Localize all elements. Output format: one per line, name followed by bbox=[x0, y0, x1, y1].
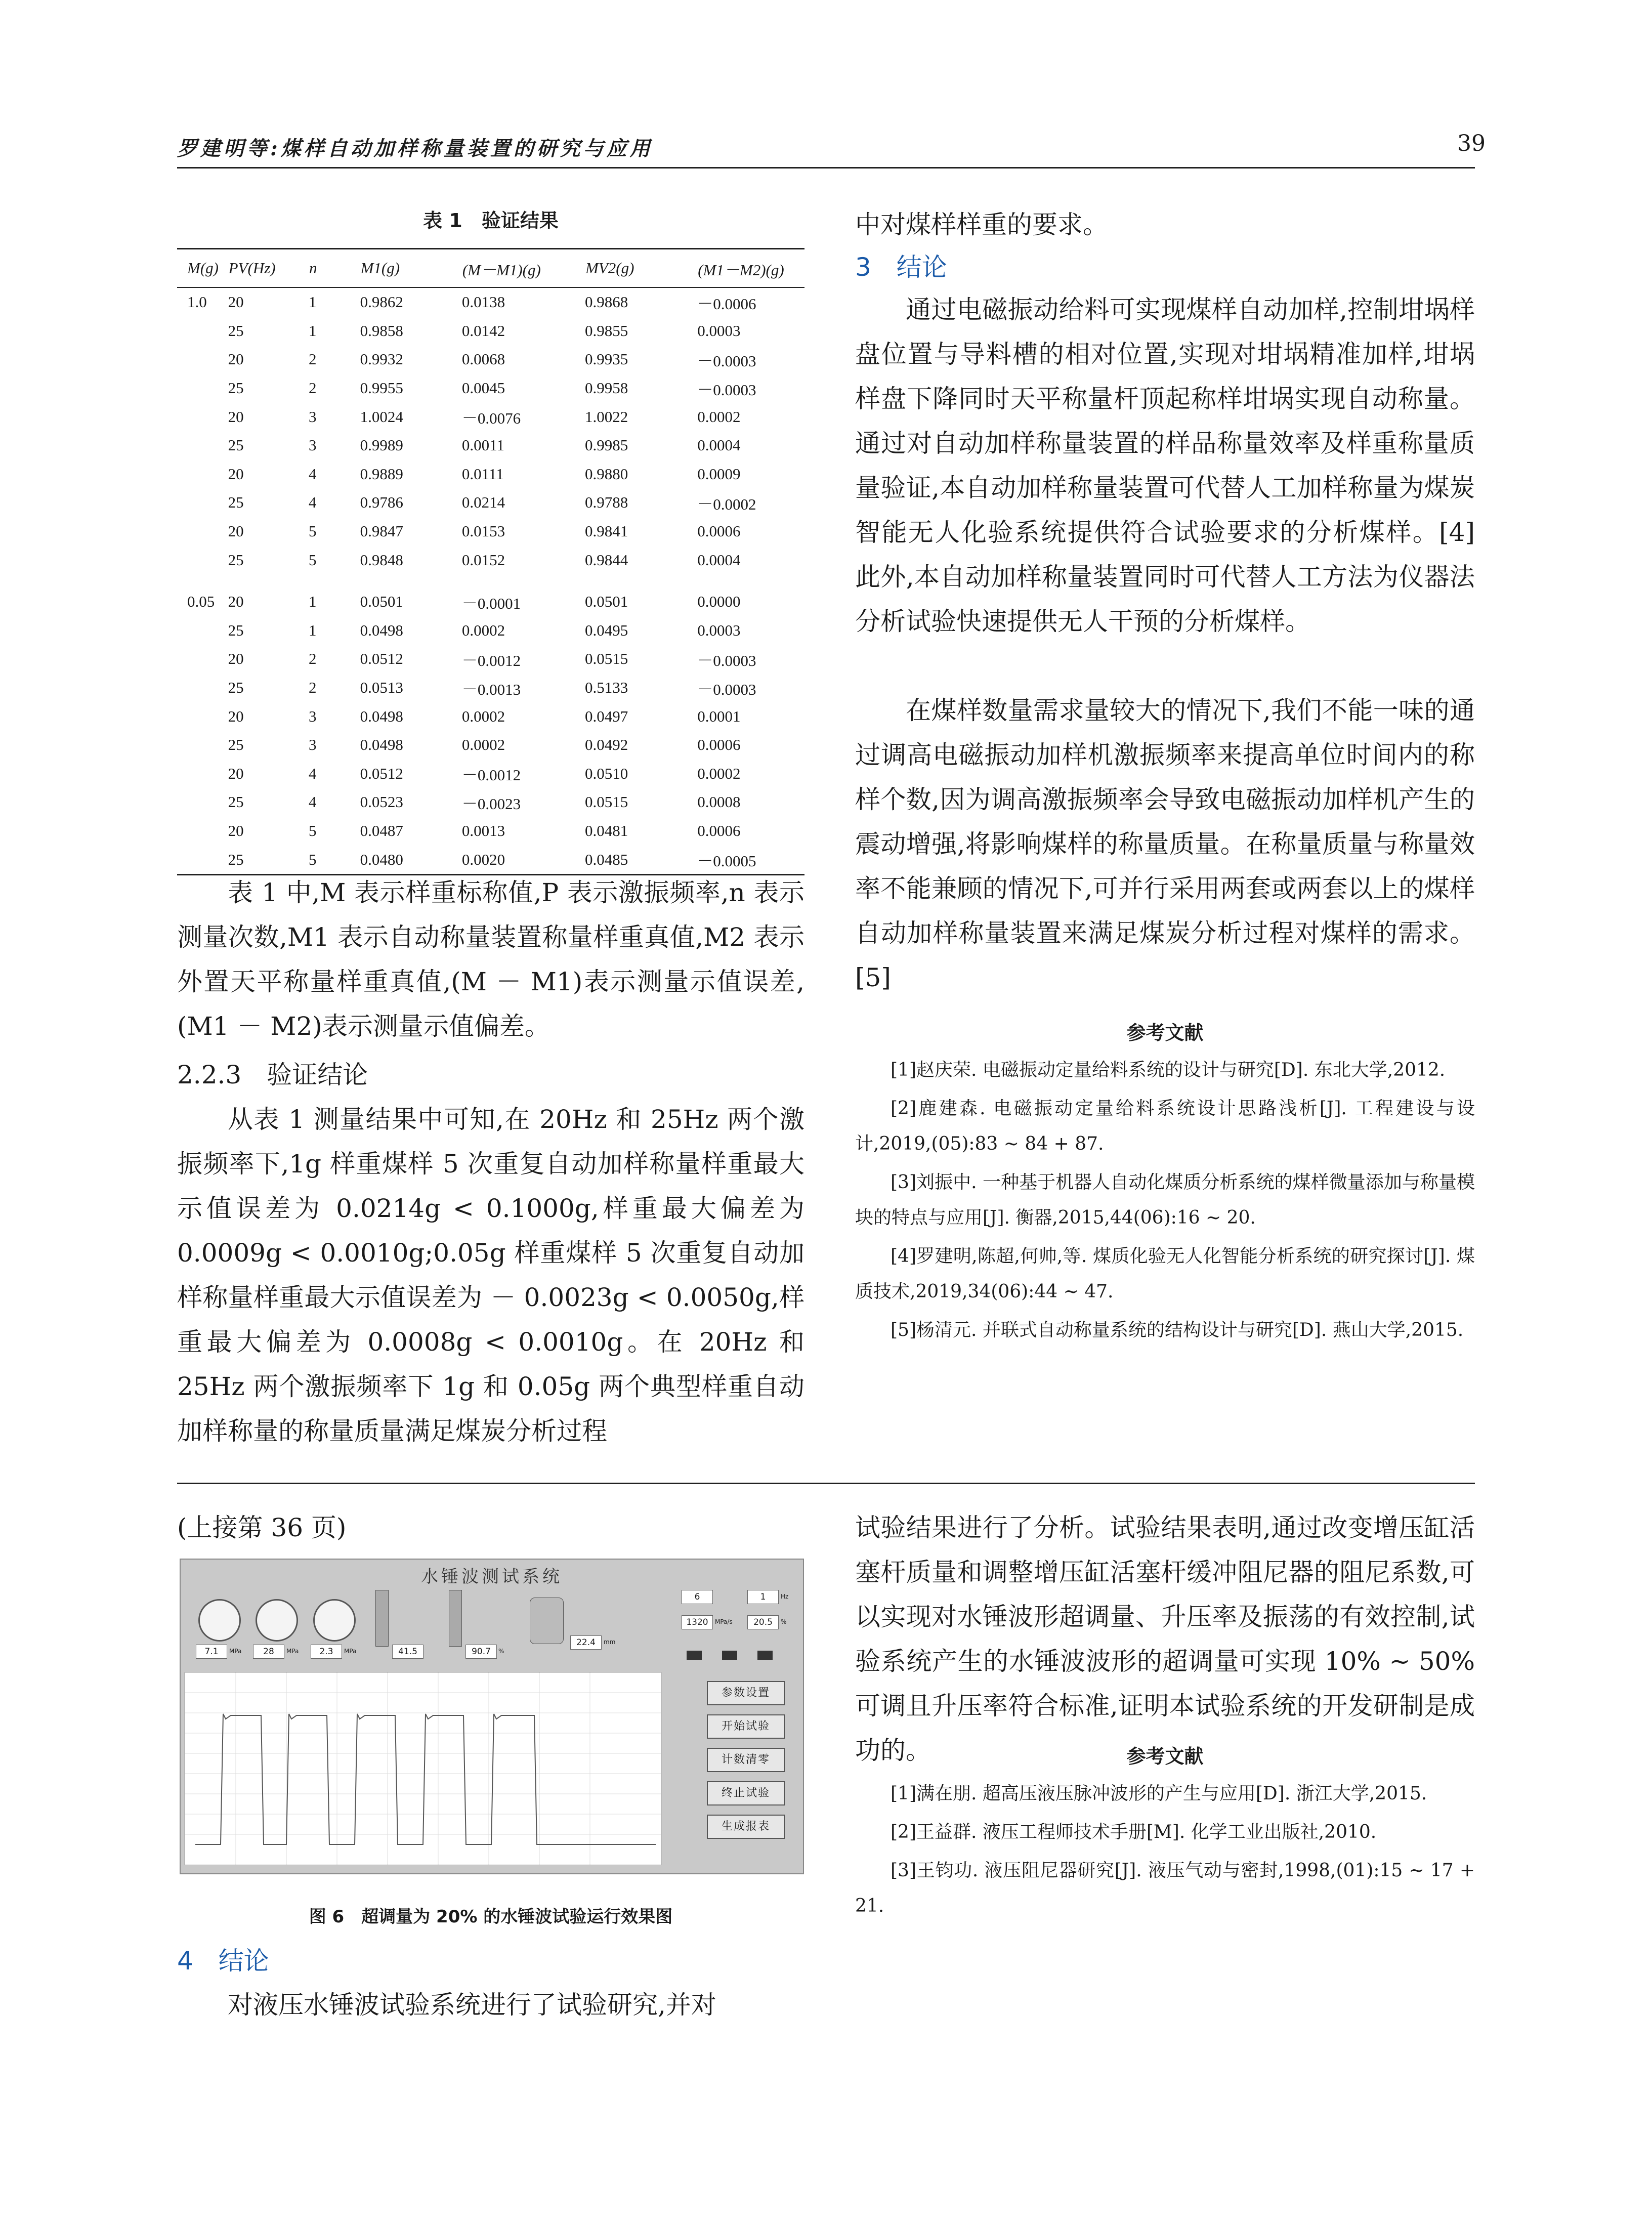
table-cell: －0.0003 bbox=[697, 651, 756, 669]
table-cell: 0.9862 bbox=[360, 293, 403, 311]
reset-count-button[interactable]: 计数清零 bbox=[707, 1748, 785, 1772]
table-cell: 0.0510 bbox=[585, 764, 628, 782]
water-hammer-waveform bbox=[195, 1714, 656, 1844]
table-cell: 1 bbox=[308, 621, 317, 639]
header-rule bbox=[177, 167, 1475, 169]
page-number: 39 bbox=[1457, 131, 1486, 156]
table-cell: 25 bbox=[228, 379, 244, 397]
level-tank-icon bbox=[375, 1590, 389, 1647]
pressure-gauge-icon bbox=[256, 1599, 298, 1642]
table-cell: 25 bbox=[228, 793, 244, 811]
gauge-value: 2.3 bbox=[311, 1645, 342, 1659]
section-4-para: 对液压水锤波试验系统进行了试验研究,并对 bbox=[228, 1990, 716, 2020]
table-row bbox=[177, 645, 804, 674]
table-cell: 25 bbox=[228, 493, 244, 512]
section-heading-3: 3 结论 bbox=[855, 253, 947, 282]
table-cell: 0.0002 bbox=[461, 707, 505, 725]
table-cell bbox=[177, 431, 228, 460]
reference-item: [1]满在朋. 超高压液压脉冲波形的产生与应用[D]. 浙江大学,2015. bbox=[891, 1783, 1427, 1804]
table-cell: 2 bbox=[308, 650, 317, 668]
reference-item: [4]罗建明,陈超,何帅,等. 煤质化验无人化智能分析系统的研究探讨[J]. 煤质技术,2019,34(06):44 ~ 47. bbox=[855, 1246, 1475, 1302]
setting-unit: Hz bbox=[781, 1593, 789, 1600]
table-cell: 0.0214 bbox=[461, 493, 505, 512]
table-cell bbox=[177, 402, 228, 431]
table-cell: 0.0006 bbox=[697, 522, 741, 540]
table-column-header: M1(g) bbox=[360, 249, 462, 288]
table-cell: 20 bbox=[228, 593, 244, 611]
table-cell: 5 bbox=[308, 522, 317, 540]
table-cell: 0.0009 bbox=[697, 465, 741, 483]
table-cell: 1 bbox=[308, 321, 317, 340]
level-tank-icon bbox=[449, 1590, 462, 1647]
table-cell: －0.0013 bbox=[461, 680, 521, 698]
table-cell: 0.0481 bbox=[585, 821, 628, 839]
table-cell: 0.9868 bbox=[585, 293, 628, 311]
table-cell: 0.9788 bbox=[585, 493, 628, 512]
references-heading: 参考文献 bbox=[1126, 1022, 1204, 1044]
table-cell bbox=[177, 788, 228, 817]
table-row bbox=[177, 345, 804, 374]
table-cell: 0.0004 bbox=[697, 436, 741, 454]
table-row bbox=[177, 574, 804, 616]
subsection-heading: 2.2.3 验证结论 bbox=[177, 1060, 368, 1089]
table-row bbox=[177, 317, 804, 346]
table-cell: 4 bbox=[308, 764, 317, 782]
references-list bbox=[855, 1053, 1475, 1351]
table-cell: 0.0001 bbox=[697, 707, 741, 725]
table-cell: 0.0020 bbox=[462, 845, 585, 874]
table-cell: 0.0006 bbox=[697, 736, 741, 754]
table-cell: 0.0512 bbox=[360, 650, 403, 668]
table-cell bbox=[177, 317, 228, 346]
pressure-gauge-icon bbox=[198, 1599, 241, 1642]
tank-unit: % bbox=[498, 1648, 504, 1655]
table-cell: －0.0012 bbox=[461, 651, 521, 669]
table-cell: 25 bbox=[228, 736, 244, 754]
table-cell: 5 bbox=[308, 821, 317, 839]
table-cell: 25 bbox=[228, 321, 244, 340]
table-cell bbox=[177, 817, 228, 846]
table-cell bbox=[177, 517, 228, 546]
table-cell: 2 bbox=[308, 679, 317, 697]
tank-unit: mm bbox=[604, 1639, 616, 1646]
table-cell: －0.0002 bbox=[697, 495, 756, 513]
table-cell: －0.0012 bbox=[461, 766, 521, 784]
table-cell: 0.0153 bbox=[461, 522, 505, 540]
table-cell: －0.0003 bbox=[697, 381, 756, 399]
table-cell: 1.0024 bbox=[360, 407, 403, 426]
setting-value[interactable]: 20.5 bbox=[747, 1615, 779, 1629]
table-cell: 0.0011 bbox=[461, 436, 504, 454]
table-cell: 0.0000 bbox=[697, 593, 741, 611]
table-cell: 25 bbox=[228, 621, 244, 639]
results-table bbox=[177, 248, 804, 875]
reference-item: [5]杨清元. 并联式自动称量系统的结构设计与研究[D]. 燕山大学,2015. bbox=[891, 1320, 1464, 1340]
parameter-settings-button[interactable]: 参数设置 bbox=[707, 1681, 785, 1705]
table-row bbox=[177, 616, 804, 645]
window-title: 水锤波测试系统 bbox=[421, 1567, 563, 1587]
table-cell: 25 bbox=[228, 551, 244, 569]
table-cell: 0.9858 bbox=[360, 321, 403, 340]
table-row bbox=[177, 760, 804, 788]
table-cell bbox=[177, 345, 228, 374]
table-row bbox=[177, 817, 804, 846]
table-cell: 0.0485 bbox=[585, 845, 697, 874]
table-cell: 0.9880 bbox=[585, 465, 628, 483]
table-cell: 0.9989 bbox=[360, 436, 403, 454]
reference-item: [3]刘振中. 一种基于机器人自动化煤质分析系统的煤样微量添加与称量模块的特点与应用[J]. 衡器,2015,44(06):16 ~ 20. bbox=[855, 1172, 1475, 1228]
table-row bbox=[177, 374, 804, 403]
table-cell: 0.0513 bbox=[360, 679, 403, 697]
table-cell: 0.9844 bbox=[585, 551, 628, 569]
table-cell: 20 bbox=[228, 293, 244, 311]
table-cell: 20 bbox=[228, 821, 244, 839]
table-column-header: M(g) bbox=[177, 249, 228, 288]
stop-test-button[interactable]: 终止试验 bbox=[707, 1781, 785, 1805]
section-divider bbox=[177, 1483, 1475, 1484]
setting-unit: MPa/s bbox=[715, 1618, 733, 1625]
table-row bbox=[177, 731, 804, 760]
figure-screenshot bbox=[180, 1559, 804, 1874]
table-column-header: MV2(g) bbox=[585, 249, 697, 288]
verification-conclusion: 从表 1 测量结果中可知,在 20Hz 和 25Hz 两个激振频率下,1g 样重煤样 5 次重复自动加样称量样重最大示值误差为 0.0214g < 0.1000g,样重最大偏差为 0.0009g < 0.0010g;0.05g 样重煤样 5 次重复自动加样称量样重最大示值误差为 － 0.0023g < 0.0050g,样重最大偏差为 0.0008g < 0.0010g。在 20Hz 和 25Hz 两个激振频率下 1g 和 0.05g 两个典型样重自动加样称量的称量质量满足煤炭分析过程 bbox=[177, 1105, 804, 1446]
table-cell bbox=[177, 731, 228, 760]
table-cell: 0.0495 bbox=[585, 621, 628, 639]
table-row bbox=[177, 674, 804, 702]
table-cell: 0.05 bbox=[187, 593, 215, 611]
waveform-svg bbox=[185, 1672, 661, 1865]
table-cell: 4 bbox=[308, 793, 317, 811]
table-cell: 0.0068 bbox=[461, 350, 505, 368]
table-cell: 0.9985 bbox=[585, 436, 628, 454]
table-cell: 0.9935 bbox=[585, 350, 628, 368]
table-cell: 0.0138 bbox=[461, 293, 505, 311]
table-cell: 20 bbox=[228, 407, 244, 426]
table-cell: 3 bbox=[308, 736, 317, 754]
table-cell bbox=[177, 674, 228, 702]
table-cell: 0.0002 bbox=[461, 621, 505, 639]
gauge-unit: MPa bbox=[229, 1648, 242, 1655]
table-cell: 0.0515 bbox=[585, 793, 628, 811]
table-row bbox=[177, 488, 804, 517]
table-cell: 1 bbox=[308, 293, 317, 311]
table-header-row bbox=[177, 249, 804, 288]
table-row bbox=[177, 402, 804, 431]
reference-item: [2]王益群. 液压工程师技术手册[M]. 化学工业出版社,2010. bbox=[891, 1822, 1377, 1842]
table-cell: －0.0005 bbox=[697, 845, 804, 874]
table-cell: 2 bbox=[308, 379, 317, 397]
table-title: 表 1 验证结果 bbox=[423, 209, 559, 232]
table-cell: 0.9848 bbox=[360, 551, 403, 569]
table-cell: 0.9889 bbox=[360, 465, 403, 483]
table-cell: 0.0492 bbox=[585, 736, 628, 754]
table-cell: 20 bbox=[228, 465, 244, 483]
table-row bbox=[177, 702, 804, 731]
gauge-value: 28 bbox=[253, 1645, 284, 1659]
table-cell: 3 bbox=[308, 707, 317, 725]
table-cell: 25 bbox=[228, 436, 244, 454]
setting-value[interactable]: 1 bbox=[747, 1590, 779, 1604]
table-note: 表 1 中,M 表示样重标称值,P 表示激振频率,n 表示测量次数,M1 表示自动称量装置称量样重真值,M2 表示外置天平称量样重真值,(M － M1)表示测量示值误差,(M1 － M2)表示测量示值偏差。 bbox=[177, 878, 804, 1041]
indicator-light-icon bbox=[757, 1651, 773, 1660]
table-cell: 0.0045 bbox=[461, 379, 505, 397]
table-cell bbox=[177, 702, 228, 731]
table-cell: 0.0501 bbox=[585, 593, 628, 611]
table-cell: 25 bbox=[228, 845, 309, 874]
table-row bbox=[177, 545, 804, 574]
table-body bbox=[177, 287, 804, 874]
table-cell: 0.0497 bbox=[585, 707, 628, 725]
setting-value[interactable]: 6 bbox=[682, 1590, 713, 1604]
table-cell: 0.9786 bbox=[360, 493, 403, 512]
section-heading-4: 4 结论 bbox=[177, 1946, 269, 1976]
running-title: 罗建明等:煤样自动加样称量装置的研究与应用 bbox=[177, 137, 653, 160]
gauge-value: 7.1 bbox=[196, 1645, 227, 1659]
table-cell: 20 bbox=[228, 707, 244, 725]
table-cell: 0.9841 bbox=[585, 522, 628, 540]
table-cell: 0.0006 bbox=[697, 821, 741, 839]
indicator-light-icon bbox=[687, 1651, 702, 1660]
table-cell: 0.9855 bbox=[585, 321, 628, 340]
table-row bbox=[177, 460, 804, 489]
table-cell: 0.9932 bbox=[360, 350, 403, 368]
table-cell: 4 bbox=[308, 465, 317, 483]
table-column-header: PV(Hz) bbox=[228, 249, 309, 288]
table-cell: 0.0480 bbox=[360, 845, 462, 874]
table-cell: －0.0076 bbox=[461, 409, 521, 428]
table-row bbox=[177, 287, 804, 317]
reservoir-icon bbox=[530, 1598, 564, 1644]
table-cell: 20 bbox=[228, 650, 244, 668]
start-test-button[interactable]: 开始试验 bbox=[707, 1714, 785, 1739]
table-cell: 0.0487 bbox=[360, 821, 403, 839]
setting-unit: % bbox=[781, 1618, 787, 1625]
table-cell: 0.0152 bbox=[461, 551, 505, 569]
figure-caption: 图 6 超调量为 20% 的水锤波试验运行效果图 bbox=[309, 1907, 673, 1927]
table-cell: 0.0002 bbox=[461, 736, 505, 754]
table-cell: 0.0111 bbox=[461, 465, 504, 483]
conclusion-para-1: 通过电磁振动给料可实现煤样自动加样,控制坩埚样盘位置与导料槽的相对位置,实现对坩埚精准加样,坩埚样盘下降同时天平称量杆顶起称样坩埚实现自动称量。通过对自动加样称量装置的样品称量效率及样重称量质量验证,本自动加样称量装置可代替人工加样称量为煤炭智能无人化验系统提供符合试验要求的分析煤样。[4] 此外,本自动加样称量装置同时可代替人工方法为仪器法分析试验快速提供无人干预的分析煤样。 bbox=[855, 295, 1475, 636]
table-column-header: (M－M1)(g) bbox=[462, 249, 585, 288]
generate-report-button[interactable]: 生成报表 bbox=[707, 1815, 785, 1839]
references-list-2 bbox=[855, 1776, 1475, 1927]
lower-right-para: 试验结果进行了分析。试验结果表明,通过改变增压缸活塞杆质量和调整增压缸活塞杆缓冲阻尼器的阻尼系数,可以实现对水锤波形超调量、升压率及振荡的有效控制,试验系统产生的水锤波波形的超调量可实现 10% ~ 50% 可调且升压率符合标准,证明本试验系统的开发研制是成功的。 bbox=[855, 1513, 1475, 1765]
table-cell: 0.0002 bbox=[697, 407, 741, 426]
table-row bbox=[177, 431, 804, 460]
table-cell: 0.0002 bbox=[697, 764, 741, 782]
continuation-text: 中对煤样样重的要求。 bbox=[855, 210, 1108, 239]
table-cell: 0.0498 bbox=[360, 621, 403, 639]
table-cell: 20 bbox=[228, 522, 244, 540]
table-row bbox=[177, 517, 804, 546]
reference-item: [3]王钧功. 液压阻尼器研究[J]. 液压气动与密封,1998,(01):15 ~ 17 + 21. bbox=[855, 1860, 1475, 1916]
table-cell: 1 bbox=[308, 593, 317, 611]
table-cell: －0.0006 bbox=[697, 295, 756, 313]
table-cell bbox=[177, 374, 228, 403]
table-cell bbox=[177, 616, 228, 645]
setting-value[interactable]: 1320 bbox=[682, 1615, 713, 1629]
table-column-header: (M1－M2)(g) bbox=[697, 249, 804, 288]
table-cell: －0.0001 bbox=[461, 594, 521, 612]
table-cell: 0.9958 bbox=[585, 379, 628, 397]
table-cell: 0.0512 bbox=[360, 764, 403, 782]
indicator-light-icon bbox=[722, 1651, 737, 1660]
table-cell bbox=[177, 488, 228, 517]
table-cell: 0.0523 bbox=[360, 793, 403, 811]
table-cell bbox=[177, 545, 228, 574]
references-heading-2: 参考文献 bbox=[1126, 1745, 1204, 1768]
table-cell: 0.5133 bbox=[585, 679, 628, 697]
table-cell: －0.0003 bbox=[697, 352, 756, 370]
table-cell: 0.0498 bbox=[360, 736, 403, 754]
table-cell: 5 bbox=[309, 845, 360, 874]
table-cell: 0.0004 bbox=[697, 551, 741, 569]
table-cell: 0.0003 bbox=[697, 621, 741, 639]
table-cell: 3 bbox=[308, 436, 317, 454]
table-cell: 0.0008 bbox=[697, 793, 741, 811]
waveform-plot bbox=[185, 1672, 661, 1865]
table-cell: 5 bbox=[308, 551, 317, 569]
table-cell bbox=[177, 760, 228, 788]
reference-item: [1]赵庆荣. 电磁振动定量给料系统的设计与研究[D]. 东北大学,2012. bbox=[891, 1060, 1446, 1080]
table-cell: 0.0498 bbox=[360, 707, 403, 725]
table-column-header: n bbox=[309, 249, 360, 288]
table-row bbox=[177, 788, 804, 817]
table-cell: －0.0023 bbox=[461, 794, 521, 813]
table-cell: 2 bbox=[308, 350, 317, 368]
table-cell: 0.0501 bbox=[360, 593, 403, 611]
table-cell: 0.0515 bbox=[585, 650, 628, 668]
gauge-unit: MPa bbox=[286, 1648, 299, 1655]
table-cell: 1.0022 bbox=[585, 407, 628, 426]
table-cell: 20 bbox=[228, 764, 244, 782]
table-cell: 25 bbox=[228, 679, 244, 697]
table-cell: 0.9847 bbox=[360, 522, 403, 540]
table-cell: －0.0003 bbox=[697, 680, 756, 698]
table-cell: 4 bbox=[308, 493, 317, 512]
conclusion-para-2: 在煤样数量需求量较大的情况下,我们不能一味的通过调高电磁振动加样机激振频率来提高单位时间内的称样个数,因为调高激振频率会导致电磁振动加样机产生的震动增强,将影响煤样的称量质量。在称量质量与称量效率不能兼顾的情况下,可并行采用两套或两套以上的煤样自动加样称量装置来满足煤炭分析过程对煤样的需求。[5] bbox=[855, 696, 1475, 992]
tank-value: 41.5 bbox=[392, 1645, 423, 1659]
table-cell: 1.0 bbox=[187, 293, 207, 311]
tank-value: 90.7 bbox=[465, 1645, 497, 1659]
table-cell bbox=[177, 460, 228, 489]
reference-item: [2]鹿建森. 电磁振动定量给料系统设计思路浅析[J]. 工程建设与设计,2019,(05):83 ~ 84 + 87. bbox=[855, 1098, 1475, 1154]
table-cell: 0.9955 bbox=[360, 379, 403, 397]
table-cell: 0.0142 bbox=[461, 321, 505, 340]
tank-value: 22.4 bbox=[570, 1635, 602, 1650]
table-cell: 0.0003 bbox=[697, 321, 741, 340]
continued-from-note: (上接第 36 页) bbox=[177, 1513, 347, 1542]
gauge-unit: MPa bbox=[344, 1648, 357, 1655]
table-cell: 0.0013 bbox=[461, 821, 505, 839]
pressure-gauge-icon bbox=[313, 1599, 356, 1642]
table-cell: 20 bbox=[228, 350, 244, 368]
table-cell: 3 bbox=[308, 407, 317, 426]
table-cell bbox=[177, 645, 228, 674]
